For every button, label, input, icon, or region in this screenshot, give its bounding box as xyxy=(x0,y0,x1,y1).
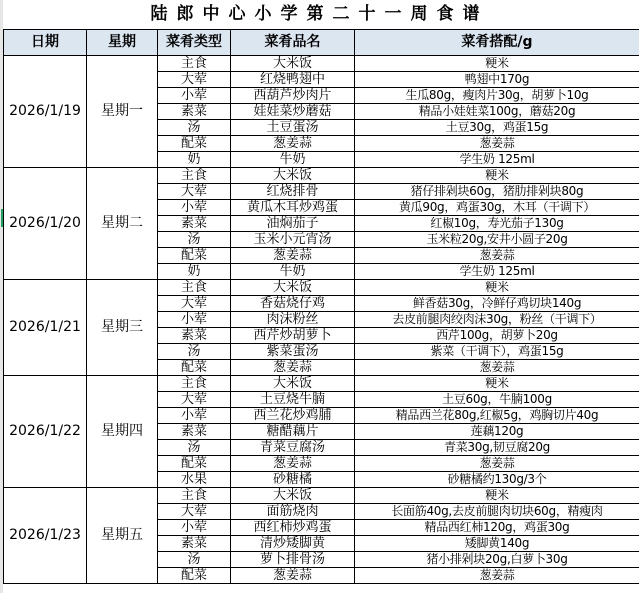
dish-type-cell[interactable]: 配菜 xyxy=(158,360,231,376)
dish-name-cell[interactable]: 清炒矮脚黄 xyxy=(231,536,355,552)
dish-name-cell[interactable]: 砂糖橘 xyxy=(231,472,355,488)
dish-name-cell[interactable]: 大米饭 xyxy=(231,376,355,392)
ingredients-cell[interactable]: 去皮前腿肉绞肉沫30g，粉丝（干调下） xyxy=(355,312,639,328)
header-weekday[interactable]: 星期 xyxy=(87,30,158,56)
ingredients-cell[interactable]: 葱姜蒜 xyxy=(355,136,639,152)
dish-type-cell[interactable]: 汤 xyxy=(158,120,231,136)
ingredients-cell[interactable]: 紫菜（干调下），鸡蛋15g xyxy=(355,344,639,360)
table-row xyxy=(4,168,639,184)
dish-type-cell[interactable]: 大荤 xyxy=(158,72,231,88)
dish-name-cell[interactable]: 葱姜蒜 xyxy=(231,360,355,376)
dish-name-cell[interactable]: 娃娃菜炒蘑菇 xyxy=(231,104,355,120)
ingredients-cell[interactable]: 葱姜蒜 xyxy=(355,568,639,584)
dish-name-cell[interactable]: 葱姜蒜 xyxy=(231,248,355,264)
dish-name-cell[interactable]: 葱姜蒜 xyxy=(231,568,355,584)
dish-type-cell[interactable]: 主食 xyxy=(158,56,231,72)
dish-name-cell[interactable]: 油焖茄子 xyxy=(231,216,355,232)
dish-type-cell[interactable]: 水果 xyxy=(158,472,231,488)
dish-type-cell[interactable]: 小荤 xyxy=(158,312,231,328)
dish-type-cell[interactable]: 素菜 xyxy=(158,104,231,120)
header-row xyxy=(4,30,639,56)
dish-name-cell[interactable]: 红烧排骨 xyxy=(231,184,355,200)
ingredients-cell[interactable]: 青菜30g,韧豆腐20g xyxy=(355,440,639,456)
dish-type-cell[interactable]: 大荤 xyxy=(158,504,231,520)
dish-type-cell[interactable]: 配菜 xyxy=(158,456,231,472)
dish-type-cell[interactable]: 主食 xyxy=(158,280,231,296)
ingredients-cell[interactable]: 鸭翅中170g xyxy=(355,72,639,88)
dish-type-cell[interactable]: 配菜 xyxy=(158,136,231,152)
ingredients-cell[interactable]: 黄瓜90g，鸡蛋30g，木耳（干调下） xyxy=(355,200,639,216)
dish-type-cell[interactable]: 小荤 xyxy=(158,520,231,536)
ingredients-cell[interactable]: 粳米 xyxy=(355,376,639,392)
ingredients-cell[interactable]: 葱姜蒜 xyxy=(355,456,639,472)
ingredients-cell[interactable]: 猪仔排剁块60g，猪肋排剁块80g xyxy=(355,184,639,200)
dish-name-cell[interactable]: 西红柿炒鸡蛋 xyxy=(231,520,355,536)
ingredients-cell[interactable]: 精品西兰花80g,红椒5g，鸡胸切片40g xyxy=(355,408,639,424)
dish-type-cell[interactable]: 素菜 xyxy=(158,328,231,344)
dish-type-cell[interactable]: 小荤 xyxy=(158,88,231,104)
dish-type-cell[interactable]: 素菜 xyxy=(158,216,231,232)
ingredients-cell[interactable]: 矮脚黄140g xyxy=(355,536,639,552)
table-row xyxy=(4,280,639,296)
ingredients-cell[interactable]: 土豆30g，鸡蛋15g xyxy=(355,120,639,136)
ingredients-cell[interactable]: 玉米粒20g,安井小圆子20g xyxy=(355,232,639,248)
dish-name-cell[interactable]: 土豆烧牛腩 xyxy=(231,392,355,408)
ingredients-cell[interactable]: 精品西红柿120g，鸡蛋30g xyxy=(355,520,639,536)
dish-name-cell[interactable]: 葱姜蒜 xyxy=(231,136,355,152)
table-row xyxy=(4,376,639,392)
ingredients-cell[interactable]: 鲜香菇30g，冷鲜仔鸡切块140g xyxy=(355,296,639,312)
dish-type-cell[interactable]: 素菜 xyxy=(158,536,231,552)
ingredients-cell[interactable]: 西芹100g，胡萝卜20g xyxy=(355,328,639,344)
dish-type-cell[interactable]: 主食 xyxy=(158,488,231,504)
ingredients-cell[interactable]: 精品小娃娃菜100g，蘑菇20g xyxy=(355,104,639,120)
dish-name-cell[interactable]: 大米饭 xyxy=(231,488,355,504)
dish-type-cell[interactable]: 小荤 xyxy=(158,200,231,216)
ingredients-cell[interactable]: 砂糖橘约130g/3个 xyxy=(355,472,639,488)
ingredients-cell[interactable]: 土豆60g，牛腩100g xyxy=(355,392,639,408)
date-cell[interactable]: 2026/1/23 xyxy=(4,488,87,584)
dish-name-cell[interactable]: 红烧鸭翅中 xyxy=(231,72,355,88)
dish-type-cell[interactable]: 大荤 xyxy=(158,392,231,408)
dish-type-cell[interactable]: 主食 xyxy=(158,168,231,184)
ingredients-cell[interactable]: 猪小排剁块20g,白萝卜30g xyxy=(355,552,639,568)
weekday-cell[interactable]: 星期五 xyxy=(87,488,158,584)
dish-name-cell[interactable]: 面筋烧肉 xyxy=(231,504,355,520)
dish-name-cell[interactable]: 牛奶 xyxy=(231,264,355,280)
menu-table xyxy=(3,29,639,584)
ingredients-cell[interactable]: 粳米 xyxy=(355,168,639,184)
dish-type-cell[interactable]: 大荤 xyxy=(158,184,231,200)
ingredients-cell[interactable]: 粳米 xyxy=(355,280,639,296)
ingredients-cell[interactable]: 生瓜80g，瘦肉片30g，胡萝卜10g xyxy=(355,88,639,104)
dish-type-cell[interactable]: 大荤 xyxy=(158,296,231,312)
dish-name-cell[interactable]: 香菇烧仔鸡 xyxy=(231,296,355,312)
dish-type-cell[interactable]: 主食 xyxy=(158,376,231,392)
table-row xyxy=(4,56,639,72)
dish-type-cell[interactable]: 汤 xyxy=(158,232,231,248)
ingredients-cell[interactable]: 学生奶 125ml xyxy=(355,152,639,168)
dish-name-cell[interactable]: 大米饭 xyxy=(231,56,355,72)
dish-type-cell[interactable]: 汤 xyxy=(158,552,231,568)
ingredients-cell[interactable]: 学生奶 125ml xyxy=(355,264,639,280)
header-ingredients[interactable]: 菜肴搭配/g xyxy=(355,30,639,56)
dish-name-cell[interactable]: 土豆蛋汤 xyxy=(231,120,355,136)
dish-name-cell[interactable]: 萝卜排骨汤 xyxy=(231,552,355,568)
table-row xyxy=(4,488,639,504)
header-dish-type[interactable]: 菜肴类型 xyxy=(158,30,231,56)
dish-type-cell[interactable]: 奶 xyxy=(158,152,231,168)
dish-name-cell[interactable]: 大米饭 xyxy=(231,168,355,184)
weekday-cell[interactable]: 星期二 xyxy=(87,168,158,280)
weekday-cell[interactable]: 星期四 xyxy=(87,376,158,488)
page-title: 陆郎中心小学第二十一周食谱 xyxy=(150,4,489,24)
dish-type-cell[interactable]: 配菜 xyxy=(158,248,231,264)
ingredients-cell[interactable]: 葱姜蒜 xyxy=(355,248,639,264)
ingredients-cell[interactable]: 红椒10g，寿光茄子130g xyxy=(355,216,639,232)
date-cell[interactable]: 2026/1/19 xyxy=(4,56,87,168)
dish-type-cell[interactable]: 素菜 xyxy=(158,424,231,440)
dish-name-cell[interactable]: 西葫芦炒肉片 xyxy=(231,88,355,104)
date-cell[interactable]: 2026/1/21 xyxy=(4,280,87,376)
date-cell[interactable]: 2026/1/22 xyxy=(4,376,87,488)
dish-name-cell[interactable]: 紫菜蛋汤 xyxy=(231,344,355,360)
dish-type-cell[interactable]: 汤 xyxy=(158,344,231,360)
ingredients-cell[interactable]: 粳米 xyxy=(355,56,639,72)
dish-name-cell[interactable]: 西芹炒胡萝卜 xyxy=(231,328,355,344)
dish-name-cell[interactable]: 牛奶 xyxy=(231,152,355,168)
dish-type-cell[interactable]: 奶 xyxy=(158,264,231,280)
ingredients-cell[interactable]: 莲藕120g xyxy=(355,424,639,440)
dish-name-cell[interactable]: 糖醋藕片 xyxy=(231,424,355,440)
header-date[interactable]: 日期 xyxy=(4,30,87,56)
dish-name-cell[interactable]: 西兰花炒鸡脯 xyxy=(231,408,355,424)
weekday-cell[interactable]: 星期一 xyxy=(87,56,158,168)
date-cell[interactable]: 2026/1/20 xyxy=(4,168,87,280)
ingredients-cell[interactable]: 葱姜蒜 xyxy=(355,360,639,376)
dish-name-cell[interactable]: 青菜豆腐汤 xyxy=(231,440,355,456)
dish-type-cell[interactable]: 汤 xyxy=(158,440,231,456)
header-dish-name[interactable]: 菜肴品名 xyxy=(231,30,355,56)
ingredients-cell[interactable]: 长面筋40g,去皮前腿肉切块60g，精瘦肉 xyxy=(355,504,639,520)
weekday-cell[interactable]: 星期三 xyxy=(87,280,158,376)
dish-type-cell[interactable]: 小荤 xyxy=(158,408,231,424)
ingredients-cell[interactable]: 粳米 xyxy=(355,488,639,504)
dish-name-cell[interactable]: 肉沫粉丝 xyxy=(231,312,355,328)
dish-name-cell[interactable]: 玉米小元宵汤 xyxy=(231,232,355,248)
dish-name-cell[interactable]: 黄瓜木耳炒鸡蛋 xyxy=(231,200,355,216)
dish-name-cell[interactable]: 葱姜蒜 xyxy=(231,456,355,472)
dish-name-cell[interactable]: 大米饭 xyxy=(231,280,355,296)
dish-type-cell[interactable]: 配菜 xyxy=(158,568,231,584)
